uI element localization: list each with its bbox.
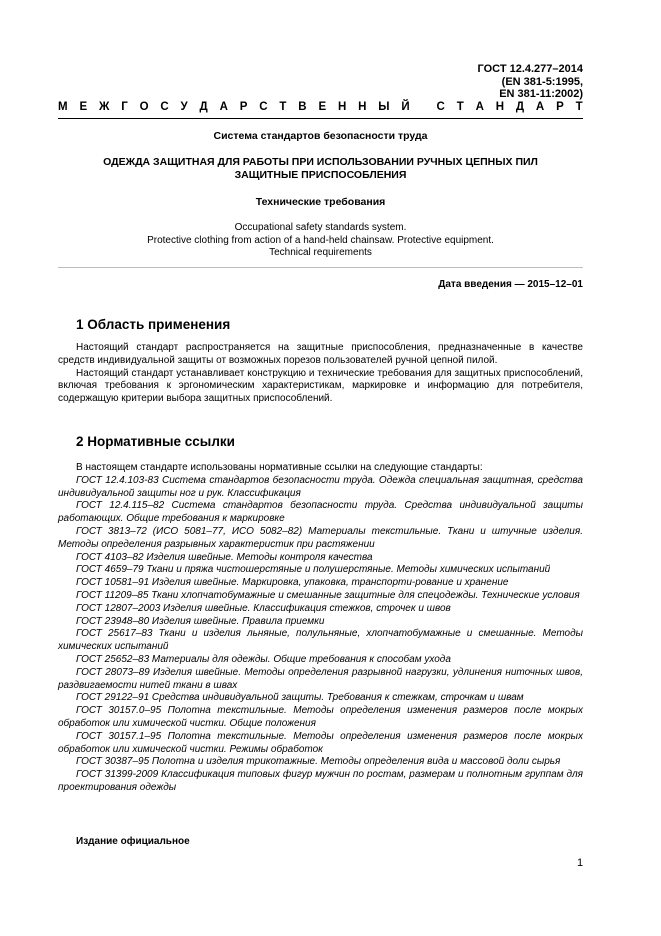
normative-reference: ГОСТ 4103–82 Изделия швейные. Методы контроля качества <box>76 551 373 563</box>
banner-letter: Р <box>239 101 248 113</box>
banner-letter: В <box>298 101 307 113</box>
banner-letter: Н <box>358 101 367 113</box>
section-1-body <box>58 342 583 406</box>
en-reference-2: EN 381-11:2002) <box>499 88 583 100</box>
normative-reference: ГОСТ 4659–79 Ткани и пряжа чистошерстяные и полушерстяные. Методы химических испытаний <box>76 564 551 576</box>
banner-letter: Д <box>199 101 208 113</box>
normative-reference: ГОСТ 12.4.103-83 Система стандартов безопасности труда. Одежда специальная защитная, средства индивидуальной защиты ног и рук. Классификация <box>58 474 583 499</box>
interstate-standard-banner <box>58 100 583 114</box>
normative-reference: ГОСТ 25652–83 Материалы для одежды. Общие требования к способам ухода <box>76 653 451 665</box>
introduction-date: Дата введения — 2015–12–01 <box>438 279 583 290</box>
english-line-2: Protective clothing from action of a hand-held chainsaw. Protective equipment. <box>147 234 494 246</box>
standards-series: Система стандартов безопасности труда <box>213 130 428 142</box>
references-intro: В настоящем стандарте использованы нормативные ссылки на следующие стандарты: <box>76 462 483 473</box>
title-line-1: ОДЕЖДА ЗАЩИТНАЯ ДЛЯ РАБОТЫ ПРИ ИСПОЛЬЗОВАНИИ РУЧНЫХ ЦЕПНЫХ ПИЛ <box>103 156 538 168</box>
banner-letter: М <box>58 101 68 113</box>
banner-letter: Т <box>279 101 287 113</box>
banner-letter: О <box>139 101 149 113</box>
paragraph: Настоящий стандарт распространяется на защитные приспособления, предназначенные в качестве средств индивидуальной защиты от возможных порезов пользователей ручной цепной пилой. <box>58 342 583 366</box>
en-reference-1: (EN 381-5:1995, <box>501 75 583 88</box>
banner-letter: Е <box>79 101 88 113</box>
normative-reference: ГОСТ 30387–95 Полотна и изделия трикотажные. Методы определения вида и массовой доли сырья <box>76 756 561 768</box>
banner-letter: Ы <box>378 101 390 113</box>
banner-letter: Й <box>401 101 410 113</box>
section-2-heading: 2 Нормативные ссылки <box>76 434 235 449</box>
title-rule <box>58 267 583 268</box>
normative-reference: ГОСТ 28073–89 Изделия швейные. Методы определения разрывной нагрузки, удлинения ниточных швов, раздвигаемости нитей ткани в швах <box>58 666 583 691</box>
header-rule <box>58 118 583 119</box>
normative-reference: ГОСТ 29122–91 Средства индивидуальной защиты. Требования к стежкам, строчкам и швам <box>76 692 524 704</box>
normative-reference: ГОСТ 12.4.115–82 Система стандартов безопасности труда. Средства индивидуальной защиты работающих. Общие требования к маркировке <box>58 500 583 525</box>
banner-letter: С <box>436 101 445 113</box>
normative-reference: ГОСТ 31399-2009 Классификация типовых фигур мужчин по ростам, размерам и полнотным группам для проектирования одежды <box>58 769 583 793</box>
english-line-3: Technical requirements <box>269 247 372 258</box>
paragraph: Настоящий стандарт устанавливает конструкцию и технические требования для защитных приспособлений, включая требования к эргономическим характеристикам, маркировке и информацию для потребителя, содержащую критерии выбора защитных приспособлений. <box>58 367 583 405</box>
banner-letter <box>421 100 424 114</box>
banner-letter: Д <box>515 101 525 113</box>
document-subtitle: Технические требования <box>255 196 386 208</box>
official-edition-label: Издание официальное <box>76 836 190 847</box>
banner-letter: С <box>160 101 169 113</box>
banner-letter: Е <box>318 101 327 113</box>
title-line-2: ЗАЩИТНЫЕ ПРИСПОСОБЛЕНИЯ <box>234 169 407 181</box>
banner-letter: А <box>475 101 484 113</box>
section-1-heading: 1 Область применения <box>76 317 231 332</box>
section-2-body <box>58 462 583 795</box>
normative-reference: ГОСТ 3813–72 (ИСО 5081–77, ИСО 5082–82) Материалы текстильные. Ткани и штучные изделия. Методы определения разрывных характеристик при растяжении <box>58 525 583 550</box>
banner-letter: Н <box>495 101 505 113</box>
english-title <box>58 222 583 260</box>
normative-reference: ГОСТ 10581–91 Изделия швейные. Маркировка, упаковка, транспорти-рование и хранение <box>76 577 509 589</box>
english-line-1: Occupational safety standards system. <box>234 222 407 233</box>
doc-number: ГОСТ 12.4.277–2014 <box>477 63 583 75</box>
banner-letter: Ж <box>98 101 110 113</box>
normative-reference: ГОСТ 23948–80 Изделия швейные. Правила приемки <box>76 615 325 627</box>
page-number: 1 <box>577 857 584 869</box>
banner-letter: Т <box>575 101 583 113</box>
document-title <box>58 156 583 182</box>
normative-reference: ГОСТ 25617–83 Ткани и изделия льняные, полульняные, хлопчатобумажные и смешанные. Методы химических испытаний <box>58 628 583 653</box>
document-identifier <box>478 63 584 101</box>
banner-letter: А <box>535 101 545 113</box>
normative-reference: ГОСТ 11209–85 Ткани хлопчатобумажные и смешанные защитные для спецодежды. Технические условия <box>76 589 580 601</box>
banner-letter: Н <box>337 101 347 113</box>
banner-letter: Т <box>456 101 464 113</box>
normative-reference: ГОСТ 30157.0–95 Полотна текстильные. Методы определения изменения размеров после мокрых обработок или химической чистки. Общие положения <box>58 705 583 729</box>
banner-letter: У <box>180 101 188 113</box>
normative-reference: ГОСТ 30157.1–95 Полотна текстильные. Методы определения изменения размеров после мокрых обработок или химической чистки. Режимы обработок <box>58 730 583 755</box>
banner-letter: С <box>259 101 268 113</box>
banner-letter: А <box>219 101 228 113</box>
banner-letter: Г <box>121 101 128 113</box>
normative-reference: ГОСТ 12807–2003 Изделия швейные. Классификация стежков, строчек и швов <box>76 602 451 614</box>
banner-letter: Р <box>556 101 564 113</box>
